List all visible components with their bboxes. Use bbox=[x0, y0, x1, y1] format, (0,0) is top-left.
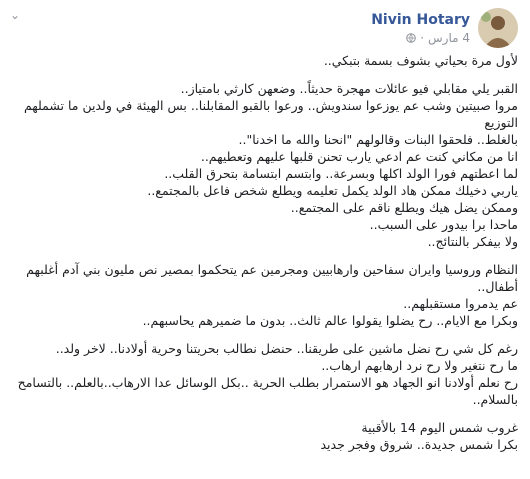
post-line: القبر يلي مقابلي فيو عائلات مهجرة حديثاً.. وضعهن كارثي بامتياز.. bbox=[180, 81, 518, 96]
post-line: لما اعطتهم فورا الولد اكلها وبسرعة.. وابتسم ابتسامة بتحرق القلب.. bbox=[164, 166, 518, 181]
post-line: غروب شمس اليوم 14 بالأقبية bbox=[361, 420, 518, 435]
post-line: ولا بيفكر بالنتائج.. bbox=[427, 234, 518, 249]
post-line: مروا صبيتين وشب عم يوزعوا سندويش.. ورعوا بالقبو المقابلنا.. بس الهيئة في ولدين ما تشملهم التوزيع bbox=[23, 98, 518, 130]
post-subline bbox=[371, 31, 470, 45]
post-date[interactable]: 4 مارس bbox=[428, 30, 470, 45]
post-line: النظام وروسيا وايران سفاحين وارهابيين ومجرمين عم يتحكموا بمصير نص مليون بني آدم أغلبهم bbox=[26, 262, 518, 277]
post-line: ماحدا برا بيدور على السبب.. bbox=[369, 217, 518, 232]
post-line: لأول مرة بحياتي بشوف بسمة بتبكي.. bbox=[323, 53, 518, 68]
post-line: رغم كل شي رح نضل ماشين على طريقنا.. حنضل نطالب بحريتنا وحرية أولادنا.. لاخر ولد.. bbox=[55, 341, 518, 356]
post-header bbox=[12, 4, 518, 52]
post-line: أطفال.. bbox=[477, 279, 518, 294]
post-line: ياربي دخيلك ممكن هاد الولد يكمل تعليمه ويطلع شخص فاعل بالمجتمع.. bbox=[147, 183, 518, 198]
post-line: ما رح نتغير ولا رح نرد ارهابهم ارهاب.. bbox=[321, 358, 518, 373]
post-line: بالسلام.. bbox=[472, 392, 518, 407]
post-line: وممكن يضل هيك ويطلع ناقم على المجتمع.. bbox=[290, 200, 518, 215]
globe-icon[interactable] bbox=[406, 33, 416, 43]
avatar[interactable] bbox=[478, 8, 518, 48]
post-line: وبكرا مع الايام.. رح يضلوا يقولوا عالم ثالث.. بدون ما ضميرهم يحاسبهم.. bbox=[142, 313, 518, 328]
post-line: بالغلط.. فلحقوا البنات وقالولهم "انحنا والله ما اخدنا".. bbox=[238, 132, 518, 147]
separator-dot: · bbox=[420, 30, 425, 45]
post-line: انا من مكاني كنت عم ادعي يارب تحنن قلبها عليهم وتعطيهم.. bbox=[200, 149, 518, 164]
post-meta bbox=[371, 12, 470, 45]
post-body bbox=[12, 52, 518, 453]
author-name[interactable]: Nivin Hotary bbox=[371, 11, 470, 28]
post-line: بكرا شمس جديدة.. شروق وفجر جديد bbox=[320, 437, 518, 452]
post-line: عم يدمروا مستقبلهم.. bbox=[403, 296, 518, 311]
post-line: رح نعلم أولادنا انو الجهاد هو الاستمرار بطلب الحرية ..بكل الوسائل عدا الارهاب..بالعلم.. بالتسامح bbox=[17, 375, 518, 390]
post-menu-chevron-icon[interactable]: ⌄ bbox=[10, 8, 21, 22]
